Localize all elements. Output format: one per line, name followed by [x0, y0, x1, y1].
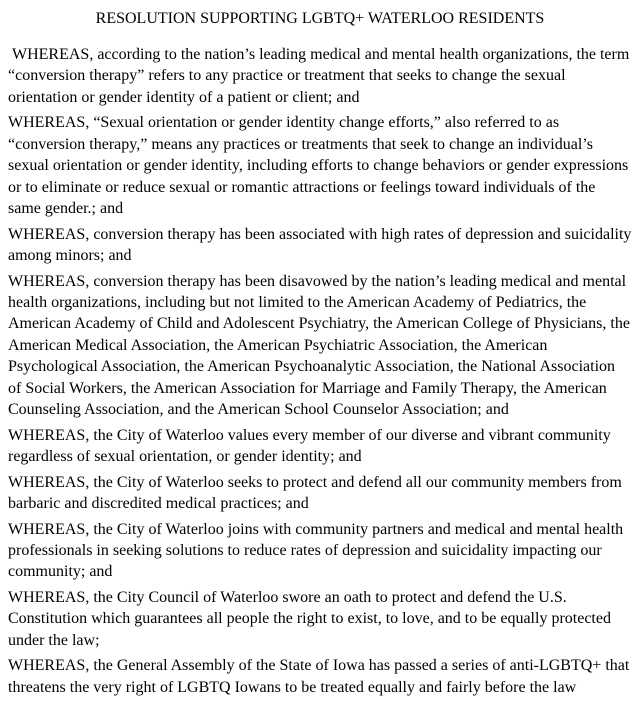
resolution-paragraph-9: WHEREAS, the General Assembly of the State of Iowa has passed a series of anti-LGBTQ+ that threatens the very right of LGBTQ Iowans to be treated equally and fairly before the law	[8, 657, 634, 696]
resolution-paragraph-5: WHEREAS, the City of Waterloo values every member of our diverse and vibrant community regardless of sexual orientation, or gender identity; and	[8, 426, 615, 465]
resolution-paragraph-8: WHEREAS, the City Council of Waterloo swore an oath to protect and defend the U.S. Constitution which guarantees all people the right to exist, to love, and to be equally protected under the law;	[8, 588, 615, 649]
resolution-paragraph-2: WHEREAS, “Sexual orientation or gender identity change efforts,” also referred to as “conversion therapy,” means any practices or treatments that seek to change an individual’s sexual orientation or gender identity, including efforts to change behaviors or gender expressions or to eliminate or reduce sexual or romantic attractions or feelings toward individuals of the same gender.; and	[8, 114, 633, 217]
document-title: RESOLUTION SUPPORTING LGBTQ+ WATERLOO RESIDENTS	[95, 10, 545, 27]
resolution-paragraph-7: WHEREAS, the City of Waterloo joins with community partners and medical and mental health professionals in seeking solutions to reduce rates of depression and suicidality impacting our community; and	[8, 520, 628, 581]
resolution-paragraph-3: WHEREAS, conversion therapy has been associated with high rates of depression and suicidality among minors; and	[8, 225, 636, 264]
resolution-paragraph-4: WHEREAS, conversion therapy has been disavowed by the nation’s leading medical and mental health organizations, including but not limited to the American Academy of Pediatrics, the American Academy of Child and Adolescent Psychiatry, the American College of Physicians, the American Medical Association, the American Psychiatric Association, the American Psychological Association, the American Psychoanalytic Association, the National Association of Social Workers, the American Association for Marriage and Family Therapy, the American Counseling Association, and the American School Counselor Association; and	[8, 272, 634, 418]
resolution-paragraph-1: WHEREAS, according to the nation’s leading medical and mental health organizations, the term “conversion therapy” refers to any practice or treatment that seeks to change the sexual orientation or gender identity of a patient or client; and	[8, 45, 634, 106]
resolution-paragraph-6: WHEREAS, the City of Waterloo seeks to protect and defend all our community members from barbaric and discredited medical practices; and	[8, 473, 626, 512]
